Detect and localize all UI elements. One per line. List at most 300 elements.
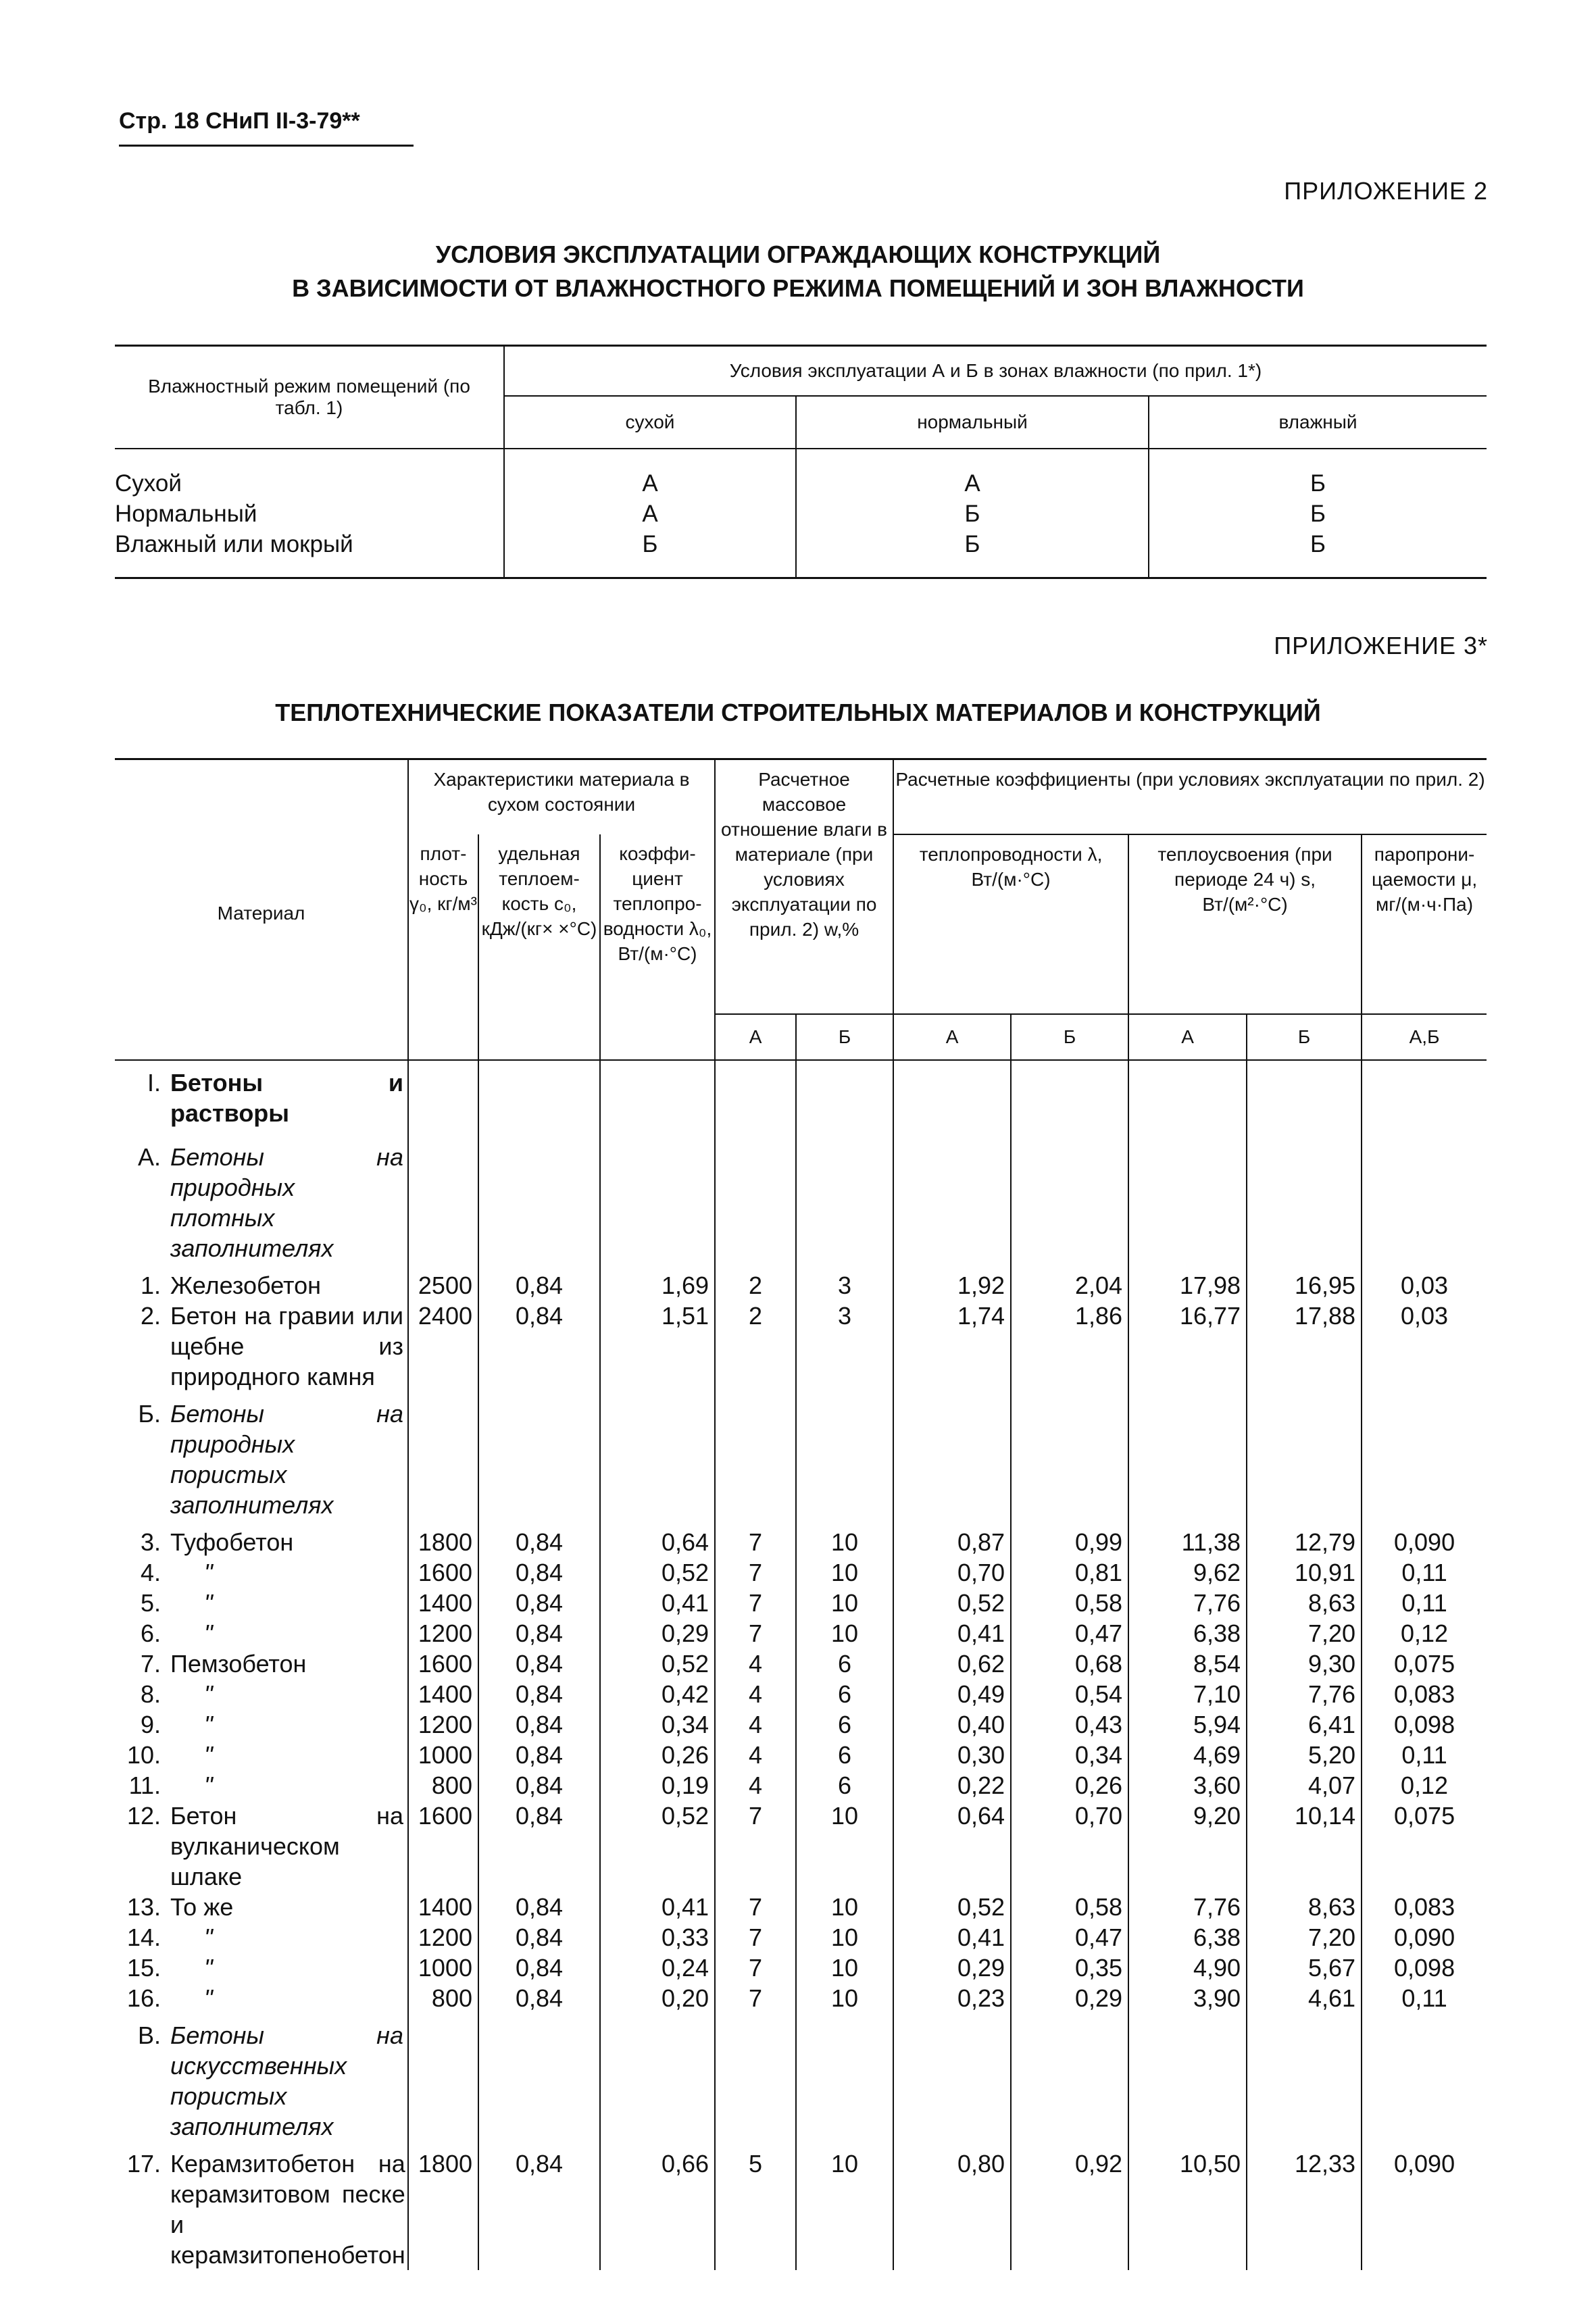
t1-row: [115, 449, 1487, 499]
heat-capacity-cell: 0,84: [478, 1983, 600, 2013]
material-cell: [115, 1922, 408, 1953]
moisture-a-cell: 4: [715, 1679, 796, 1709]
density-cell: 1800: [408, 1527, 478, 1557]
absorption-a-cell: 9,62: [1128, 1557, 1247, 1588]
moisture-b-cell: 10: [796, 1557, 893, 1588]
conductivity-dry-cell: 0,34: [600, 1709, 715, 1740]
conductivity-b-cell: 0,58: [1011, 1588, 1128, 1618]
material-name: ": [204, 1984, 213, 2012]
material-cell: [115, 1953, 408, 1983]
empty-cell: [1011, 1392, 1128, 1527]
moisture-b-cell: 10: [796, 1953, 893, 1983]
t2-sub-header: Б: [796, 1014, 893, 1060]
absorption-a-cell: 3,60: [1128, 1770, 1247, 1801]
permeability-cell: 0,083: [1362, 1892, 1487, 1922]
conductivity-a-cell: 0,52: [893, 1892, 1011, 1922]
material-number: 7.: [140, 1650, 161, 1678]
material-cell: [115, 1618, 408, 1649]
empty-cell: [715, 1060, 796, 1135]
material-cell: [115, 1270, 408, 1301]
moisture-a-cell: 7: [715, 1588, 796, 1618]
t1-body: [115, 449, 1487, 578]
heat-capacity-cell: 0,84: [478, 1922, 600, 1953]
t1-condition-cell: Б: [1149, 449, 1487, 499]
conductivity-a-cell: 0,52: [893, 1588, 1011, 1618]
t2-sub-header: А: [893, 1014, 1011, 1060]
permeability-cell: 0,11: [1362, 1740, 1487, 1770]
moisture-b-cell: 10: [796, 1922, 893, 1953]
material-name: Бетон на гравии или щебне из природного камня: [170, 1302, 403, 1390]
subsection-heading-cell: [115, 1392, 408, 1527]
material-row: [115, 1922, 1487, 1953]
thermal-properties-table: [115, 758, 1487, 2270]
subsection-heading-number: А.: [137, 1143, 161, 1171]
material-number: 2.: [140, 1302, 161, 1330]
empty-cell: [796, 1060, 893, 1135]
absorption-a-cell: 9,20: [1128, 1801, 1247, 1892]
conductivity-a-cell: 0,40: [893, 1709, 1011, 1740]
conductivity-dry-cell: 1,69: [600, 1270, 715, 1301]
empty-cell: [1362, 2013, 1487, 2148]
conductivity-a-cell: 0,70: [893, 1557, 1011, 1588]
t1-regime-cell: Нормальный: [115, 501, 257, 527]
section-heading-title: Бетоны и растворы: [170, 1069, 403, 1127]
permeability-cell: 0,11: [1362, 1983, 1487, 2013]
conductivity-dry-cell: 0,42: [600, 1679, 715, 1709]
t2-absorption-header: теплоусвоения (при периоде 24 ч) s, Вт/(м²·°С): [1128, 834, 1362, 1014]
density-cell: 1600: [408, 1649, 478, 1679]
density-cell: 1600: [408, 1557, 478, 1588]
material-row: [115, 1740, 1487, 1770]
absorption-a-cell: 11,38: [1128, 1527, 1247, 1557]
conductivity-dry-cell: 0,26: [600, 1740, 715, 1770]
moisture-b-cell: 10: [796, 1527, 893, 1557]
t1-condition-cell: А: [504, 499, 796, 529]
material-number: 17.: [126, 2150, 161, 2178]
conductivity-a-cell: 0,49: [893, 1679, 1011, 1709]
material-number: 4.: [140, 1559, 161, 1586]
moisture-a-cell: 7: [715, 1801, 796, 1892]
absorption-b-cell: 7,20: [1247, 1618, 1362, 1649]
empty-cell: [715, 2013, 796, 2148]
t2-sub-header: А: [1128, 1014, 1247, 1060]
material-number: 11.: [128, 1771, 161, 1799]
conductivity-dry-cell: 1,51: [600, 1301, 715, 1392]
absorption-a-cell: 16,77: [1128, 1301, 1247, 1392]
appendix-3-title: ТЕПЛОТЕХНИЧЕСКИЕ ПОКАЗАТЕЛИ СТРОИТЕЛЬНЫХ МАТЕРИАЛОВ И КОНСТРУКЦИЙ: [275, 699, 1321, 726]
absorption-a-cell: 7,76: [1128, 1892, 1247, 1922]
moisture-b-cell: 6: [796, 1740, 893, 1770]
conductivity-a-cell: 0,22: [893, 1770, 1011, 1801]
t1-zone-header: нормальный: [796, 396, 1149, 449]
empty-cell: [1128, 1060, 1247, 1135]
t2-sub-header: Б: [1247, 1014, 1362, 1060]
empty-cell: [408, 1060, 478, 1135]
material-name: ": [204, 1680, 213, 1708]
empty-cell: [1247, 1060, 1362, 1135]
material-number: 14.: [126, 1923, 161, 1951]
conductivity-a-cell: 0,64: [893, 1801, 1011, 1892]
absorption-a-cell: 6,38: [1128, 1618, 1247, 1649]
subsection-heading-cell: [115, 1135, 408, 1270]
density-cell: 2400: [408, 1301, 478, 1392]
absorption-b-cell: 12,79: [1247, 1527, 1362, 1557]
moisture-a-cell: 4: [715, 1740, 796, 1770]
absorption-a-cell: 5,94: [1128, 1709, 1247, 1740]
permeability-cell: 0,075: [1362, 1649, 1487, 1679]
moisture-a-cell: 7: [715, 1983, 796, 2013]
material-name: Туфобетон: [170, 1528, 294, 1556]
density-cell: 1000: [408, 1740, 478, 1770]
conductivity-dry-cell: 0,29: [600, 1618, 715, 1649]
conductivity-b-cell: 0,35: [1011, 1953, 1128, 1983]
conductivity-a-cell: 0,87: [893, 1527, 1011, 1557]
moisture-b-cell: 3: [796, 1301, 893, 1392]
empty-cell: [1362, 1135, 1487, 1270]
absorption-b-cell: 7,20: [1247, 1922, 1362, 1953]
density-cell: 800: [408, 1983, 478, 2013]
heat-capacity-cell: 0,84: [478, 1679, 600, 1709]
empty-cell: [796, 2013, 893, 2148]
moisture-b-cell: 10: [796, 1588, 893, 1618]
absorption-b-cell: 10,91: [1247, 1557, 1362, 1588]
t1-row: [115, 499, 1487, 529]
subsection-heading-title: Бетоны на искусственных пористых заполнителях: [170, 2021, 403, 2140]
empty-cell: [408, 1392, 478, 1527]
subsection-heading-number: Б.: [138, 1400, 161, 1428]
material-name: ": [204, 1741, 213, 1769]
absorption-b-cell: 7,76: [1247, 1679, 1362, 1709]
t1-condition-cell: Б: [1149, 529, 1487, 578]
conductivity-dry-cell: 0,41: [600, 1588, 715, 1618]
conductivity-a-cell: 1,74: [893, 1301, 1011, 1392]
moisture-a-cell: 7: [715, 1557, 796, 1588]
density-cell: 2500: [408, 1270, 478, 1301]
permeability-cell: 0,03: [1362, 1270, 1487, 1301]
absorption-a-cell: 6,38: [1128, 1922, 1247, 1953]
empty-cell: [1011, 2013, 1128, 2148]
t2-calc-group-header: Расчетные коэффициенты (при условиях эксплуатации по прил. 2): [893, 759, 1487, 835]
moisture-b-cell: 10: [796, 1892, 893, 1922]
permeability-cell: 0,098: [1362, 1953, 1487, 1983]
t2-dry-group-header: Характеристики материала в сухом состоянии: [408, 759, 715, 835]
material-name: Железобетон: [170, 1272, 322, 1299]
material-number: 9.: [140, 1711, 161, 1738]
material-row: [115, 1527, 1487, 1557]
t1-regime-cell: Влажный или мокрый: [115, 531, 353, 557]
moisture-b-cell: 6: [796, 1679, 893, 1709]
moisture-b-cell: 10: [796, 1983, 893, 2013]
material-number: 3.: [140, 1528, 161, 1556]
conductivity-b-cell: 0,43: [1011, 1709, 1128, 1740]
material-number: 6.: [140, 1619, 161, 1647]
heat-capacity-cell: 0,84: [478, 1770, 600, 1801]
conductivity-b-cell: 0,26: [1011, 1770, 1128, 1801]
material-cell: [115, 1679, 408, 1709]
subsection-heading-title: Бетоны на природных пористых заполнителях: [170, 1400, 403, 1519]
conductivity-b-cell: 0,99: [1011, 1527, 1128, 1557]
conductivity-a-cell: 0,41: [893, 1618, 1011, 1649]
density-cell: 1000: [408, 1953, 478, 1983]
material-name: ": [204, 1771, 213, 1799]
conductivity-dry-cell: 0,64: [600, 1527, 715, 1557]
empty-cell: [893, 2013, 1011, 2148]
material-cell: [115, 1588, 408, 1618]
permeability-cell: 0,12: [1362, 1618, 1487, 1649]
permeability-cell: 0,098: [1362, 1709, 1487, 1740]
conductivity-a-cell: 0,80: [893, 2148, 1011, 2270]
moisture-b-cell: 3: [796, 1270, 893, 1301]
material-name: ": [204, 1923, 213, 1951]
empty-cell: [478, 1135, 600, 1270]
section-heading-number: I.: [147, 1069, 161, 1097]
heat-capacity-cell: 0,84: [478, 1709, 600, 1740]
absorption-a-cell: 4,90: [1128, 1953, 1247, 1983]
absorption-b-cell: 12,33: [1247, 2148, 1362, 2270]
section-heading-cell: [115, 1060, 408, 1135]
subsection-heading: [115, 1135, 1487, 1270]
permeability-cell: 0,11: [1362, 1588, 1487, 1618]
t1-condition-cell: А: [796, 449, 1149, 499]
empty-cell: [408, 2013, 478, 2148]
conductivity-b-cell: 0,81: [1011, 1557, 1128, 1588]
material-number: 12.: [126, 1802, 161, 1830]
t2-density-header: плот-ность γ₀, кг/м³: [408, 834, 478, 1060]
conductivity-dry-cell: 0,41: [600, 1892, 715, 1922]
moisture-a-cell: 7: [715, 1618, 796, 1649]
empty-cell: [893, 1135, 1011, 1270]
absorption-a-cell: 7,10: [1128, 1679, 1247, 1709]
density-cell: 1800: [408, 2148, 478, 2270]
material-name: То же: [170, 1893, 234, 1921]
material-cell: [115, 1709, 408, 1740]
heat-capacity-cell: 0,84: [478, 1649, 600, 1679]
permeability-cell: 0,03: [1362, 1301, 1487, 1392]
conductivity-a-cell: 1,92: [893, 1270, 1011, 1301]
t2-heat-capacity-header: удельная теплоем-кость c₀, кДж/(кг× ×°С): [478, 834, 600, 1060]
empty-cell: [893, 1060, 1011, 1135]
conductivity-b-cell: 0,47: [1011, 1922, 1128, 1953]
empty-cell: [715, 1135, 796, 1270]
conductivity-a-cell: 0,29: [893, 1953, 1011, 1983]
subsection-heading-title: Бетоны на природных плотных заполнителях: [170, 1143, 403, 1262]
empty-cell: [1247, 1135, 1362, 1270]
permeability-cell: 0,090: [1362, 2148, 1487, 2270]
page-reference: Стр. 18 СНиП II-3-79**: [119, 108, 360, 134]
moisture-b-cell: 10: [796, 1618, 893, 1649]
material-name: Бетон на вулканическом шлаке: [170, 1802, 403, 1890]
material-cell: [115, 1983, 408, 2013]
empty-cell: [1128, 1392, 1247, 1527]
moisture-a-cell: 7: [715, 1953, 796, 1983]
t2-material-header: Материал: [115, 759, 408, 1061]
moisture-a-cell: 4: [715, 1770, 796, 1801]
humidity-conditions-table: [115, 345, 1487, 579]
moisture-b-cell: 6: [796, 1649, 893, 1679]
material-row: [115, 1679, 1487, 1709]
density-cell: 1400: [408, 1679, 478, 1709]
moisture-a-cell: 5: [715, 2148, 796, 2270]
absorption-b-cell: 16,95: [1247, 1270, 1362, 1301]
heat-capacity-cell: 0,84: [478, 1301, 600, 1392]
heat-capacity-cell: 0,84: [478, 1527, 600, 1557]
material-cell: [115, 2148, 408, 2270]
material-row: [115, 1588, 1487, 1618]
t1-condition-cell: Б: [1149, 499, 1487, 529]
t2-permeability-header: паропрони-цаемости μ, мг/(м·ч·Па): [1362, 834, 1487, 1014]
material-row: [115, 1270, 1487, 1301]
heat-capacity-cell: 0,84: [478, 1557, 600, 1588]
conductivity-a-cell: 0,23: [893, 1983, 1011, 2013]
moisture-a-cell: 7: [715, 1527, 796, 1557]
t1-group-header: Условия эксплуатации А и Б в зонах влажности (по прил. 1*): [504, 346, 1487, 397]
moisture-a-cell: 2: [715, 1270, 796, 1301]
heat-capacity-cell: 0,84: [478, 1892, 600, 1922]
material-row: [115, 1770, 1487, 1801]
conductivity-dry-cell: 0,52: [600, 1649, 715, 1679]
empty-cell: [715, 1392, 796, 1527]
t2-sub-header: А,Б: [1362, 1014, 1487, 1060]
conductivity-b-cell: 0,68: [1011, 1649, 1128, 1679]
material-row: [115, 1709, 1487, 1740]
density-cell: 1400: [408, 1588, 478, 1618]
absorption-b-cell: 5,20: [1247, 1740, 1362, 1770]
moisture-a-cell: 7: [715, 1892, 796, 1922]
absorption-a-cell: 10,50: [1128, 2148, 1247, 2270]
subsection-heading-number: В.: [137, 2021, 161, 2049]
material-row: [115, 1301, 1487, 1392]
empty-cell: [1128, 2013, 1247, 2148]
t2-sub-header: Б: [1011, 1014, 1128, 1060]
section-heading: [115, 1060, 1487, 1135]
material-row: [115, 2148, 1487, 2270]
density-cell: 800: [408, 1770, 478, 1801]
conductivity-b-cell: 0,92: [1011, 2148, 1128, 2270]
density-cell: 1200: [408, 1709, 478, 1740]
density-cell: 1400: [408, 1892, 478, 1922]
subsection-heading-cell: [115, 2013, 408, 2148]
moisture-b-cell: 6: [796, 1709, 893, 1740]
material-row: [115, 1892, 1487, 1922]
material-name: Пемзобетон: [170, 1650, 307, 1678]
material-number: 13.: [126, 1893, 161, 1921]
empty-cell: [796, 1392, 893, 1527]
material-name: Керамзитобетон на керамзитовом песке и керамзитопенобетон: [170, 2150, 405, 2269]
appendix-2-label: ПРИЛОЖЕНИЕ 2: [1284, 177, 1488, 205]
conductivity-dry-cell: 0,33: [600, 1922, 715, 1953]
material-row: [115, 1983, 1487, 2013]
density-cell: 1200: [408, 1922, 478, 1953]
absorption-b-cell: 5,67: [1247, 1953, 1362, 1983]
material-cell: [115, 1527, 408, 1557]
permeability-cell: 0,075: [1362, 1801, 1487, 1892]
subsection-heading: [115, 2013, 1487, 2148]
permeability-cell: 0,090: [1362, 1527, 1487, 1557]
t1-condition-cell: А: [504, 449, 796, 499]
material-name: ": [204, 1559, 213, 1586]
t1-zone-header: сухой: [504, 396, 796, 449]
material-name: ": [204, 1589, 213, 1617]
material-cell: [115, 1740, 408, 1770]
absorption-b-cell: 8,63: [1247, 1588, 1362, 1618]
t1-condition-cell: Б: [796, 529, 1149, 578]
moisture-b-cell: 10: [796, 2148, 893, 2270]
material-number: 8.: [140, 1680, 161, 1708]
empty-cell: [796, 1135, 893, 1270]
heat-capacity-cell: 0,84: [478, 2148, 600, 2270]
appendix-2-title-line2: В ЗАВИСИМОСТИ ОТ ВЛАЖНОСТНОГО РЕЖИМА ПОМЕЩЕНИЙ И ЗОН ВЛАЖНОСТИ: [292, 274, 1304, 302]
material-cell: [115, 1301, 408, 1392]
conductivity-dry-cell: 0,24: [600, 1953, 715, 1983]
absorption-b-cell: 4,61: [1247, 1983, 1362, 2013]
t1-row: [115, 529, 1487, 578]
t2-sub-header: А: [715, 1014, 796, 1060]
moisture-a-cell: 4: [715, 1709, 796, 1740]
material-cell: [115, 1801, 408, 1892]
heat-capacity-cell: 0,84: [478, 1801, 600, 1892]
empty-cell: [478, 1392, 600, 1527]
material-name: ": [204, 1711, 213, 1738]
heat-capacity-cell: 0,84: [478, 1953, 600, 1983]
conductivity-dry-cell: 0,66: [600, 2148, 715, 2270]
moisture-b-cell: 6: [796, 1770, 893, 1801]
appendix-3-label: ПРИЛОЖЕНИЕ 3*: [1274, 632, 1488, 659]
conductivity-a-cell: 0,30: [893, 1740, 1011, 1770]
appendix-2-title: [0, 238, 1596, 305]
density-cell: 1200: [408, 1618, 478, 1649]
material-number: 10.: [126, 1741, 161, 1769]
permeability-cell: 0,11: [1362, 1557, 1487, 1588]
absorption-b-cell: 4,07: [1247, 1770, 1362, 1801]
material-row: [115, 1801, 1487, 1892]
conductivity-b-cell: 0,70: [1011, 1801, 1128, 1892]
t1-col-regime-header: Влажностный режим помещений (по табл. 1): [115, 346, 504, 449]
material-row: [115, 1557, 1487, 1588]
material-number: 16.: [126, 1984, 161, 2012]
t2-conductivity-header: теплопроводности λ, Вт/(м·°С): [893, 834, 1128, 1014]
absorption-a-cell: 7,76: [1128, 1588, 1247, 1618]
empty-cell: [1011, 1060, 1128, 1135]
moisture-a-cell: 7: [715, 1922, 796, 1953]
header-underline: [119, 145, 414, 147]
conductivity-dry-cell: 0,20: [600, 1983, 715, 2013]
heat-capacity-cell: 0,84: [478, 1740, 600, 1770]
heat-capacity-cell: 0,84: [478, 1588, 600, 1618]
empty-cell: [893, 1392, 1011, 1527]
empty-cell: [478, 1060, 600, 1135]
empty-cell: [600, 1392, 715, 1527]
conductivity-b-cell: 0,47: [1011, 1618, 1128, 1649]
conductivity-a-cell: 0,41: [893, 1922, 1011, 1953]
material-name: ": [204, 1954, 213, 1982]
material-cell: [115, 1557, 408, 1588]
t2-body: [115, 1060, 1487, 2270]
permeability-cell: 0,090: [1362, 1922, 1487, 1953]
conductivity-dry-cell: 0,19: [600, 1770, 715, 1801]
absorption-b-cell: 17,88: [1247, 1301, 1362, 1392]
conductivity-b-cell: 0,29: [1011, 1983, 1128, 2013]
absorption-a-cell: 4,69: [1128, 1740, 1247, 1770]
t1-zone-header: влажный: [1149, 396, 1487, 449]
appendix-2-title-line1: УСЛОВИЯ ЭКСПЛУАТАЦИИ ОГРАЖДАЮЩИХ КОНСТРУКЦИЙ: [435, 241, 1161, 268]
absorption-a-cell: 3,90: [1128, 1983, 1247, 2013]
density-cell: 1600: [408, 1801, 478, 1892]
empty-cell: [1247, 2013, 1362, 2148]
empty-cell: [478, 2013, 600, 2148]
subsection-heading: [115, 1392, 1487, 1527]
material-number: 5.: [140, 1589, 161, 1617]
empty-cell: [1128, 1135, 1247, 1270]
